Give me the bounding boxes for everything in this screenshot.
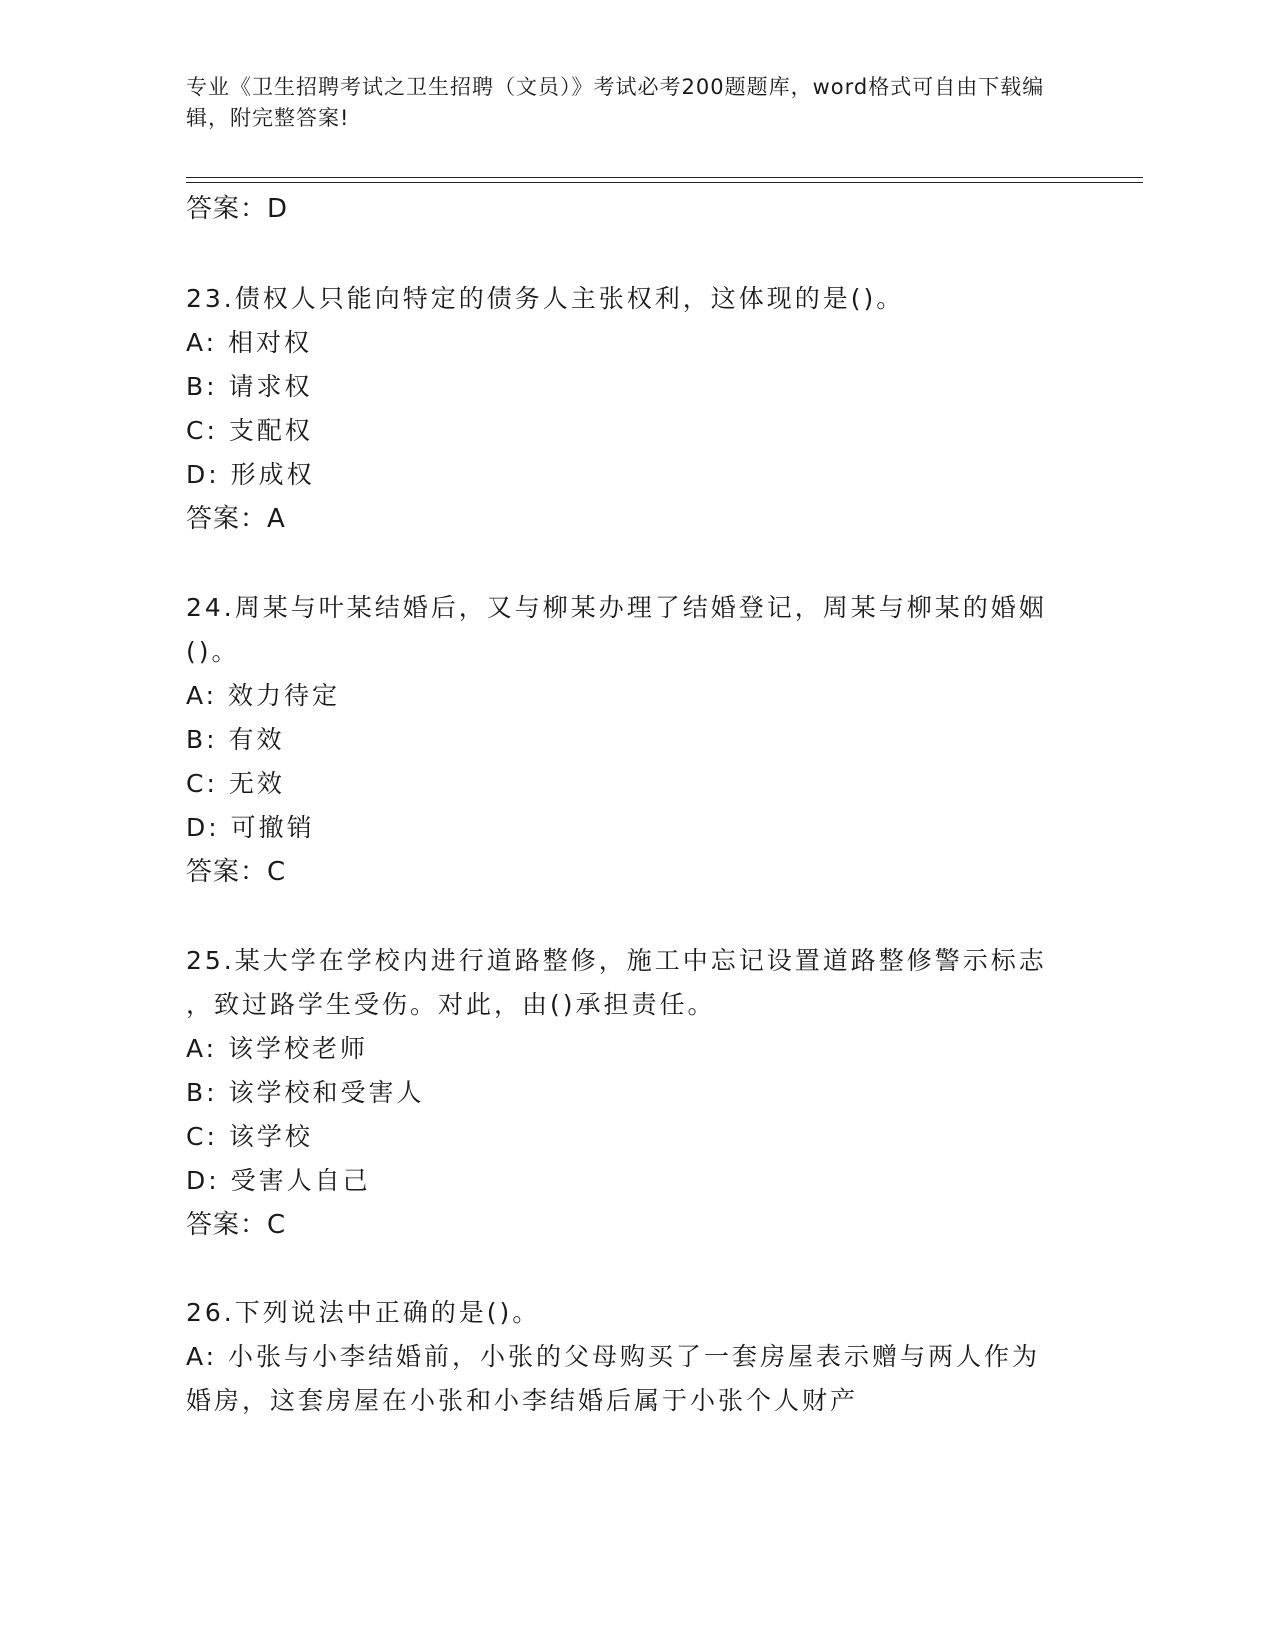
question-23-option-c: C: 支配权: [186, 416, 313, 445]
question-24-answer: 答案：C: [186, 857, 287, 887]
question-24-option-b: B: 有效: [186, 725, 285, 754]
question-25-option-c: C: 该学校: [186, 1122, 313, 1151]
document-header: 专业《卫生招聘考试之卫生招聘（文员）》考试必考200题题库，word格式可自由下载编辑，附完整答案!: [186, 75, 1045, 130]
question-23-answer: 答案：A: [186, 504, 286, 534]
question-26-option-a-line-1: A: 小张与小李结婚前，小张的父母购买了一套房屋表示赠与两人作为: [186, 1342, 1041, 1371]
header-divider-bottom: [186, 182, 1143, 183]
question-23-option-d: D: 形成权: [186, 460, 315, 489]
question-25-answer: 答案：C: [186, 1210, 287, 1240]
question-23-option-b: B: 请求权: [186, 372, 313, 401]
question-24-stem-line-1: 24.周某与叶某结婚后，又与柳某办理了结婚登记，周某与柳某的婚姻: [186, 593, 1047, 622]
question-24-option-a: A: 效力待定: [186, 681, 341, 710]
question-25-option-b: B: 该学校和受害人: [186, 1078, 425, 1107]
question-24-option-c: C: 无效: [186, 769, 285, 798]
question-23-stem: 23.债权人只能向特定的债务人主张权利，这体现的是()。: [186, 284, 905, 313]
question-25-option-d: D: 受害人自己: [186, 1166, 371, 1195]
question-26-option-a-line-2: 婚房，这套房屋在小张和小李结婚后属于小张个人财产: [186, 1386, 859, 1415]
question-25-stem-line-2: ，致过路学生受伤。对此，由()承担责任。: [186, 990, 716, 1019]
question-24-stem-line-2: ()。: [186, 637, 240, 666]
question-24-option-d: D: 可撤销: [186, 813, 315, 842]
header-divider-top: [186, 177, 1143, 178]
question-25-stem-line-1: 25.某大学在学校内进行道路整修，施工中忘记设置道路整修警示标志: [186, 946, 1047, 975]
question-23-option-a: A: 相对权: [186, 328, 313, 357]
question-26-stem: 26.下列说法中正确的是()。: [186, 1298, 541, 1327]
previous-answer: 答案：D: [186, 194, 289, 224]
question-25-option-a: A: 该学校老师: [186, 1034, 369, 1063]
